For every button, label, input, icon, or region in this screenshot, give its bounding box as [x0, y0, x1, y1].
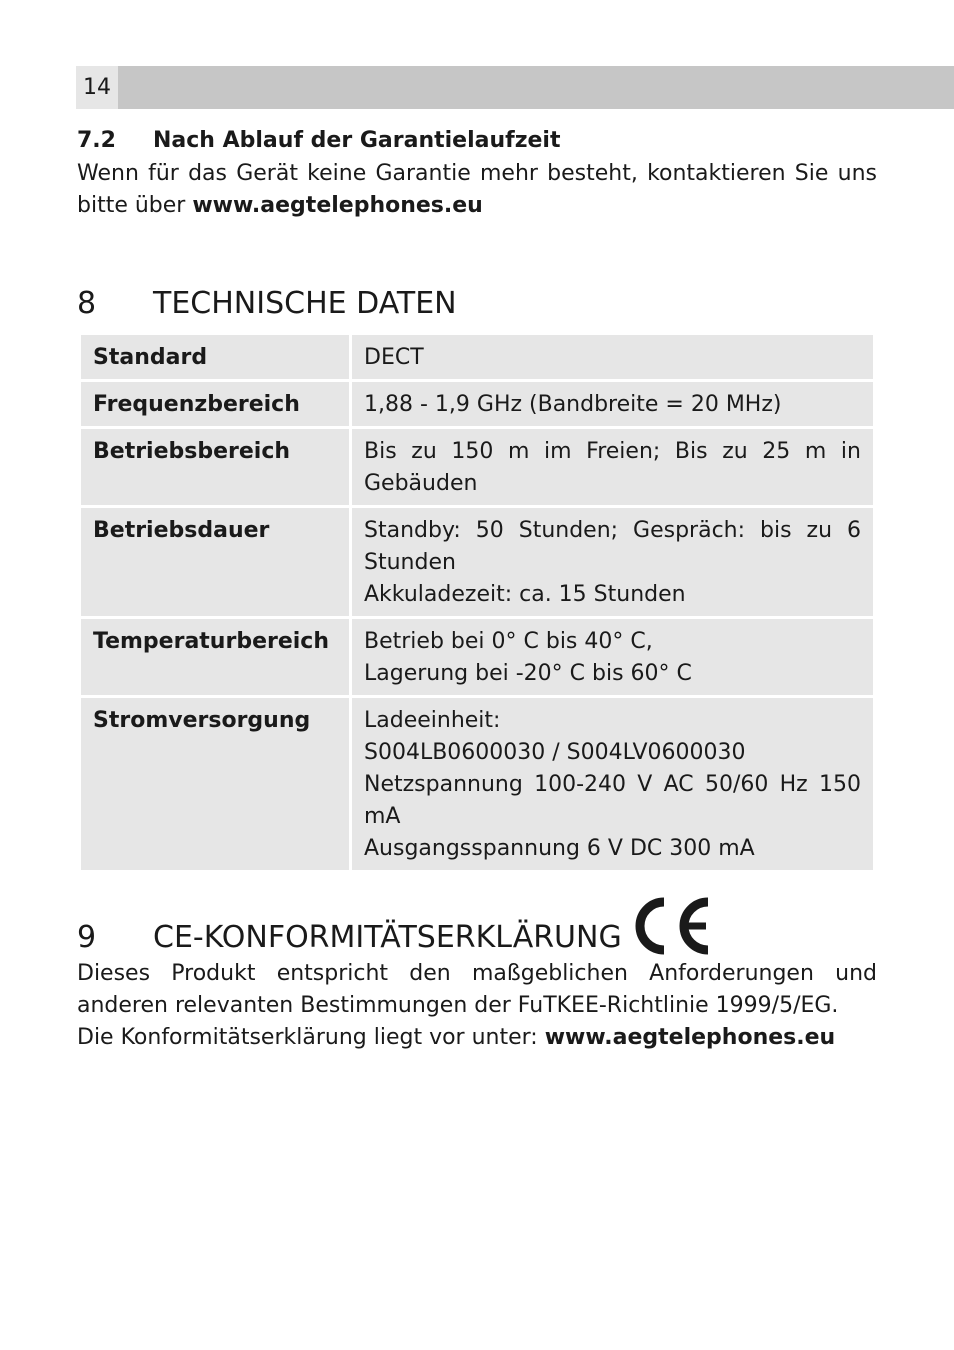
- technical-data-table: [78, 332, 876, 873]
- section-9-number: 9: [77, 920, 97, 955]
- spec-value: [352, 619, 873, 695]
- section-9-paragraph: [77, 958, 877, 1054]
- section-7-2: [77, 124, 877, 222]
- spec-value-line: Akkuladezeit: ca. 15 Stunden: [364, 582, 686, 607]
- section-7-2-number: 7.2: [77, 128, 116, 153]
- section-9-text: Dieses Produkt entspricht den maßgeblichen Anforderungen und anderen relevanten Bestimmungen der FuTKEE-Richtlinie 1999/5/EG.: [77, 961, 877, 1018]
- spec-value: [352, 698, 873, 870]
- table-row: [81, 508, 873, 616]
- spec-label: Betriebsdauer: [81, 508, 349, 616]
- spec-value-line: Netzspannung 100-240 V AC 50/60 Hz 150 mA: [364, 772, 861, 829]
- section-9-title: CE-KONFORMITÄTSERKLÄRUNG: [153, 920, 622, 955]
- spec-value: [352, 429, 873, 505]
- spec-value-line: 1,88 - 1,9 GHz (Bandbreite = 20 MHz): [364, 392, 782, 417]
- table-row: [81, 429, 873, 505]
- section-8-heading: [77, 284, 877, 324]
- section-7-2-title: Nach Ablauf der Garantielaufzeit: [153, 128, 561, 153]
- spec-value-line: Bis zu 150 m im Freien; Bis zu 25 m in Gebäuden: [364, 439, 861, 496]
- spec-label: Temperaturbereich: [81, 619, 349, 695]
- section-8-number: 8: [77, 286, 97, 321]
- section-7-2-text: Wenn für das Gerät keine Garantie mehr besteht, kontaktieren Sie uns bitte über: [77, 161, 877, 218]
- website-link[interactable]: www.aegtelephones.eu: [192, 193, 483, 218]
- spec-value-line: DECT: [364, 345, 424, 370]
- website-link[interactable]: www.aegtelephones.eu: [544, 1025, 836, 1050]
- section-8-title: TECHNISCHE DATEN: [153, 286, 457, 321]
- spec-label: Stromversorgung: [81, 698, 349, 870]
- spec-value-line: Betrieb bei 0° C bis 40° C,: [364, 629, 653, 654]
- section-7-2-paragraph: [77, 158, 877, 222]
- table-row: [81, 619, 873, 695]
- header-bar: [76, 66, 954, 109]
- table-row: [81, 382, 873, 426]
- spec-value-line: Ladeeinheit:: [364, 708, 501, 733]
- spec-value: [352, 508, 873, 616]
- table-row: [81, 698, 873, 870]
- spec-label: Betriebsbereich: [81, 429, 349, 505]
- spec-label: Standard: [81, 335, 349, 379]
- section-9-text-2: Die Konformitätserklärung liegt vor unter:: [77, 1025, 538, 1050]
- spec-value-line: S004LB0600030 / S004LV0600030: [364, 740, 746, 765]
- spec-value-line: Ausgangsspannung 6 V DC 300 mA: [364, 836, 755, 861]
- spec-value-line: Lagerung bei -20° C bis 60° C: [364, 661, 692, 686]
- spec-value: [352, 335, 873, 379]
- ce-mark-icon: [628, 896, 712, 956]
- section-9-heading: [77, 896, 877, 958]
- page-number: 14: [76, 66, 118, 109]
- section-7-2-heading: [77, 124, 877, 158]
- section-9: [77, 896, 877, 1054]
- spec-value-line: Standby: 50 Stunden; Gespräch: bis zu 6 Stunden: [364, 518, 861, 575]
- table-row: [81, 335, 873, 379]
- spec-value: [352, 382, 873, 426]
- spec-label: Frequenzbereich: [81, 382, 349, 426]
